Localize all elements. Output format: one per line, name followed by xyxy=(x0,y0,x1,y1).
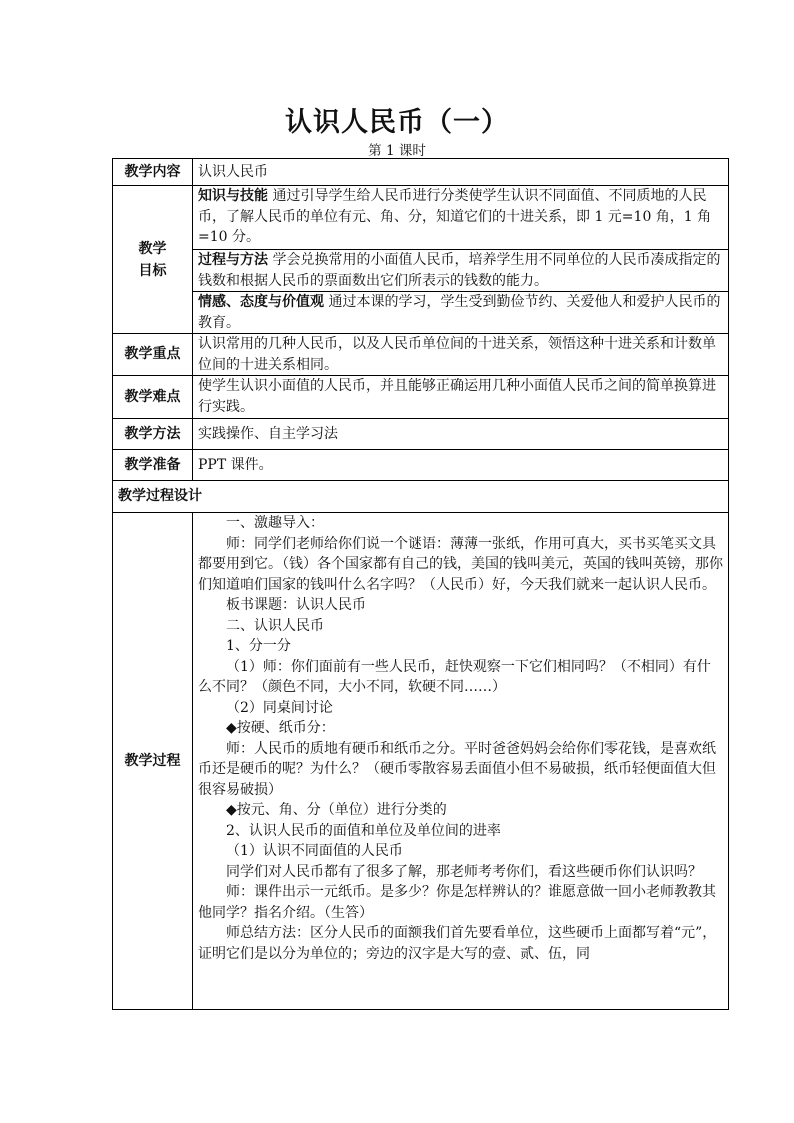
process-paragraph: 一、激趣导入： xyxy=(226,515,324,531)
row-goal-knowledge xyxy=(113,186,729,250)
goal-knowledge-lead: 知识与技能 xyxy=(198,188,268,204)
process-paragraph: 同学们对人民币都有了很多了解，那老师考考你们，看这些硬币你们认识吗？ xyxy=(226,863,702,880)
goal-attitude-lead: 情感、态度与价值观 xyxy=(198,294,324,310)
value-difficulties: 使学生认识小面值的人民币，并且能够正确运用几种小面值人民币之间的简单换算进行实践。 xyxy=(193,376,729,419)
process-paragraph: （2）同桌间讨论 xyxy=(226,699,333,716)
goal-knowledge xyxy=(193,186,729,250)
value-preparation: PPT 课件。 xyxy=(193,450,729,481)
label-difficulties: 教学难点 xyxy=(113,376,193,419)
label-method: 教学方法 xyxy=(113,419,193,450)
value-key-points: 认识常用的几种人民币，以及人民币单位间的十进关系，领悟这种十进关系和计数单位间的十进关系相同。 xyxy=(193,334,729,376)
label-process: 教学过程 xyxy=(113,513,193,1010)
label-goals xyxy=(113,186,193,334)
row-goal-attitude xyxy=(113,292,729,334)
row-difficulties xyxy=(113,376,729,419)
row-goal-process xyxy=(113,250,729,292)
process-paragraph: 师：人民币的质地有硬币和纸币之分。平时爸爸妈妈会给你们零花钱，是喜欢纸币还是硬币的呢？为什么？（硬币零散容易丢面值小但不易破损，纸币轻便面值大但很容易破损） xyxy=(198,740,716,798)
lesson-period: 第 1 课时 xyxy=(368,143,426,159)
process-paragraph: 师：课件出示一元纸币。是多少？你是怎样辨认的？谁愿意做一回小老师教教其他同学？指名介绍。（生答） xyxy=(198,884,716,921)
goal-process xyxy=(193,250,729,292)
page-title: 认识人民币（一） xyxy=(285,107,509,138)
value-method: 实践操作、自主学习法 xyxy=(193,419,729,450)
goal-process-lead: 过程与方法 xyxy=(198,252,268,268)
label-preparation: 教学准备 xyxy=(113,450,193,481)
row-method xyxy=(113,419,729,450)
process-paragraph: ◆按元、角、分（单位）进行分类的 xyxy=(226,802,447,818)
row-design-header xyxy=(113,481,729,513)
label-goals-line1: 教学 xyxy=(138,240,167,257)
label-content: 教学内容 xyxy=(113,159,193,186)
process-content xyxy=(193,513,729,1010)
process-design-header: 教学过程设计 xyxy=(113,481,729,513)
row-process xyxy=(113,513,729,1010)
process-paragraph: ◆按硬、纸币分： xyxy=(226,720,335,736)
process-paragraph: 二、认识人民币 xyxy=(226,617,324,634)
process-paragraph: （1）师：你们面前有一些人民币，赶快观察一下它们相同吗？（不相同）有什么不同？（颜色不同，大小不同，软硬不同……） xyxy=(198,658,711,695)
value-content: 认识人民币 xyxy=(193,159,729,186)
process-paragraph: （1）认识不同面值的人民币 xyxy=(226,843,403,859)
process-paragraph: 师总结方法：区分人民币的面额我们首先要看单位，这些硬币上面都写着“元”，证明它们是以分为单位的；旁边的汉字是大写的壹、贰、伍，同 xyxy=(198,925,717,962)
label-key-points: 教学重点 xyxy=(113,334,193,376)
process-paragraph: 1、分一分 xyxy=(226,638,291,654)
goal-attitude-text: 通过本课的学习，学生受到勤俭节约、关爱他人和爱护人民币的教育。 xyxy=(198,294,721,331)
goal-process-text: 学会兑换常用的小面值人民币，培养学生用不同单位的人民币凑成指定的钱数和根据人民币的票面数出它们所表示的钱数的能力。 xyxy=(198,252,721,289)
label-goals-line2: 目标 xyxy=(138,262,167,279)
row-key-points xyxy=(113,334,729,376)
goal-attitude xyxy=(193,292,729,334)
lesson-plan-table xyxy=(112,158,729,1010)
row-preparation xyxy=(113,450,729,481)
row-content xyxy=(113,159,729,186)
goal-knowledge-text: 通过引导学生给人民币进行分类使学生认识不同面值、不同质地的人民币，了解人民币的单位有元、角、分，知道它们的十进关系，即 1 元=10 角，1 角=10 分。 xyxy=(198,188,712,245)
process-paragraph: 师：同学们老师给你们说一个谜语：薄薄一张纸，作用可真大，买书买笔买文具都要用到它。（钱）各个国家都有自己的钱，美国的钱叫美元，英国的钱叫英镑，那你们知道咱们国家的钱叫什么名字吗？（人民币）好，今天我们就来一起认识人民币。 xyxy=(198,535,723,593)
process-paragraph: 板书课题：认识人民币 xyxy=(226,597,366,613)
process-paragraph: 2、认识人民币的面值和单位及单位间的进率 xyxy=(226,822,501,839)
